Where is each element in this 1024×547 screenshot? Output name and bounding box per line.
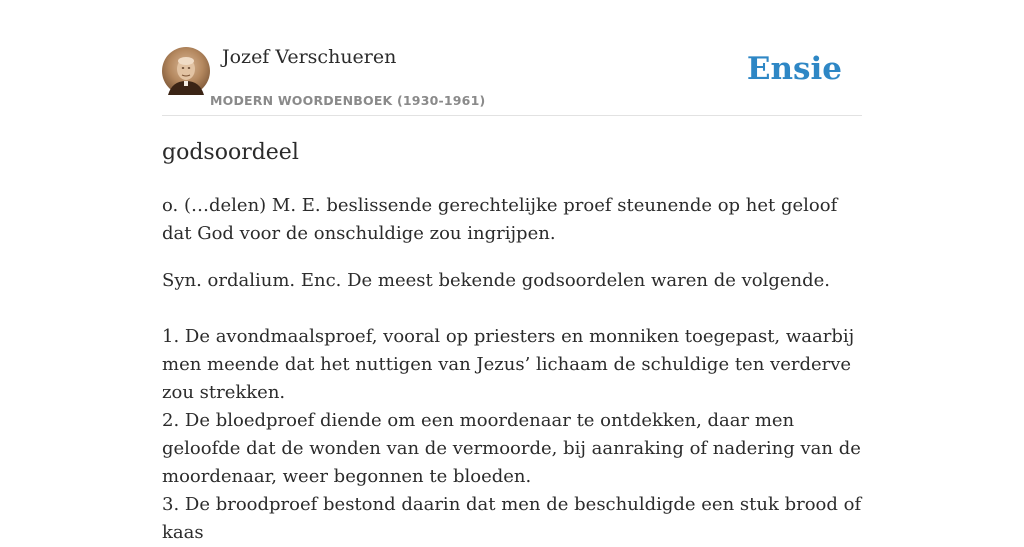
entry-item: 1. De avondmaalsproef, vooral op priesters en monniken toegepast, waarbij men meende dat het nuttigen van Jezus’ lichaam de schuldige ten verderve zou strekken. — [162, 326, 855, 403]
entry-definition: o. (…delen) M. E. beslissende gerechtelijke proef steunende op het geloof dat God voor de onschuldige zou ingrijpen. — [162, 195, 838, 244]
author-name[interactable]: Jozef Verschueren — [222, 46, 397, 68]
entry-body — [162, 192, 862, 547]
ensie-logo[interactable]: Ensie — [746, 51, 842, 87]
author-avatar[interactable] — [162, 47, 210, 95]
source-title[interactable]: MODERN WOORDENBOEK (1930-1961) — [210, 93, 486, 108]
entry-headword: godsoordeel — [162, 140, 299, 165]
entry-item: 2. De bloedproef diende om een moordenaar te ontdekken, daar men geloofde dat de wonden van de vermoorde, bij aanraking of nadering van de moordenaar, weer begonnen te bloeden. — [162, 410, 861, 487]
entry-intro: Syn. ordalium. Enc. De meest bekende godsoordelen waren de volgende. — [162, 270, 831, 291]
author-portrait-icon — [162, 47, 210, 95]
header-divider — [162, 115, 862, 116]
entry-item: 3. De broodproef bestond daarin dat men de beschuldigde een stuk brood of kaas — [162, 494, 862, 543]
